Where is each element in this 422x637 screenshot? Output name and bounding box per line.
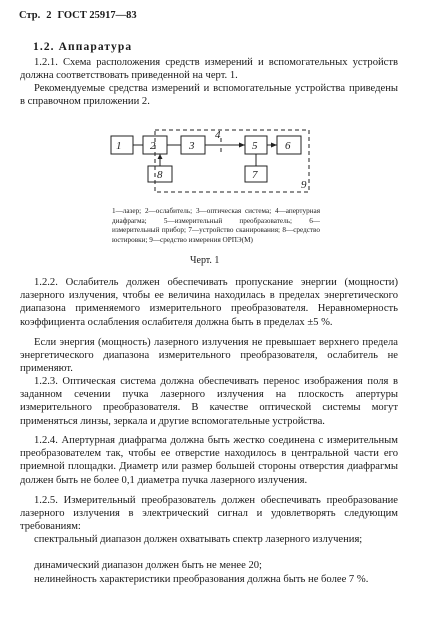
requirement-dynamic: динамический диапазон должен быть не менее 20;: [34, 560, 262, 571]
paragraph-1-2-3: 1.2.3. Оптическая система должна обеспечивать перенос изображения поля в заданном сечении пучка лазерного излучения на плоскость апертуры измерительного преобразователя. В качестве оптической системы могут применяться линзы, зеркала и другие вспомогательные устройства.: [20, 376, 398, 427]
page-label: Стр.: [19, 10, 41, 21]
figure-title: Черт. 1: [190, 255, 220, 266]
figure-label: 6: [285, 140, 291, 152]
paragraph-1-2-2: 1.2.2. Ослабитель должен обеспечивать пропускание энергии (мощности) лазерного излучения, чтобы ее величина находилась в пределах энергетического диапазона применяемого измерительного преобразователя. Неравномерность коэффициента ослабления ослабителя должна быть в пределах ±5 %.: [20, 277, 398, 328]
block-diagram: [105, 126, 315, 196]
requirement-nonlinearity: нелинейность характеристики преобразования должна быть не более 7 %.: [34, 574, 369, 585]
paragraph-1-2-1: 1.2.1. Схема расположения средств измерений и вспомогательных устройств должна соответствовать приведенной на черт. 1.: [20, 57, 398, 82]
page-number: 2: [46, 10, 52, 21]
arrow-icon: [271, 143, 277, 148]
page-header: [19, 10, 143, 21]
arrow-icon: [239, 143, 245, 148]
figure-label: 1: [116, 140, 122, 152]
figure-label: 2: [150, 140, 156, 152]
section-title: 1.2. Аппаратура: [33, 41, 133, 53]
figure-label: 9: [301, 179, 307, 191]
figure-label: 7: [252, 169, 258, 181]
arrow-icon: [158, 154, 163, 159]
figure-label: 5: [252, 140, 258, 152]
laser-box: [111, 136, 133, 154]
paragraph-recommended: Рекомендуемые средства измерений и вспомогательные устройства приведены в справочном приложении 2.: [20, 83, 398, 108]
paragraph-attenuator-note: Если энергия (мощность) лазерного излучения не превышает верхнего предела энергетического диапазона измерительного преобразователя, ослабитель не применяют.: [20, 337, 398, 375]
paragraph-1-2-5: 1.2.5. Измерительный преобразователь должен обеспечивать преобразование лазерного излучения в электрический сигнал и удовлетворять следующим требованиям:: [20, 495, 398, 533]
figure-label: 3: [189, 140, 195, 152]
requirement-spectral: спектральный диапазон должен охватывать спектр лазерного излучения;: [34, 534, 363, 545]
figure-label: 4: [215, 129, 221, 141]
standard-code: ГОСТ 25917—83: [57, 10, 137, 21]
paragraph-1-2-4: 1.2.4. Апертурная диафрагма должна быть жестко соединена с измерительным преобразователем так, чтобы ее отверстие находилось в центральной части его приемной площадки. Диаметр или размер большей стороны отверстия диафрагмы должен быть не более 0,1 диаметра пучка лазерного излучения.: [20, 435, 398, 486]
figure-caption: 1—лазер; 2—ослабитель; 3—оптическая система; 4—апертурная диафрагма; 5—измерительный преобразователь; 6—измерительный прибор; 7—устройство сканирования; 8—средство юстировки; 9—средство измерения ОРПЭ(М): [112, 207, 320, 244]
figure-label: 8: [157, 169, 163, 181]
